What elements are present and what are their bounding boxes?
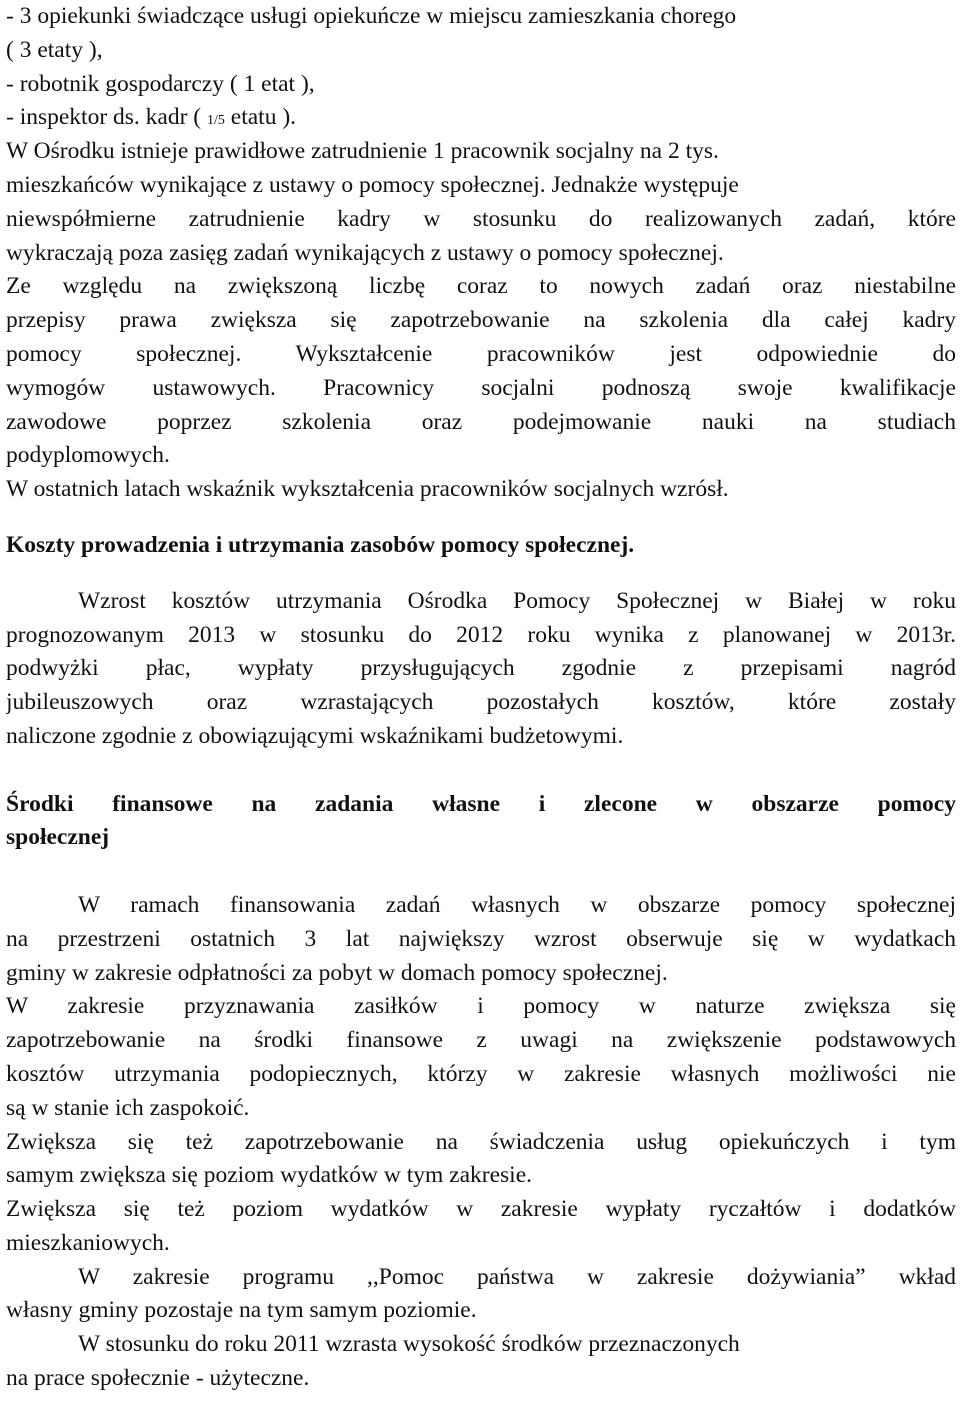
list-item-suffix: etatu ). xyxy=(224,104,297,131)
spacer xyxy=(6,855,956,889)
text-line: pomocy społecznej. Wykształcenie pracowników jest odpowiednie do xyxy=(6,340,956,367)
text-line: własny gminy pozostaje na tym samym poziomie. xyxy=(6,1297,477,1324)
text-line: podwyżki płac, wypłaty przysługujących zgodnie z przepisami nagród xyxy=(6,655,956,682)
text-line: gminy w zakresie odpłatności za pobyt w domach pomocy społecznej. xyxy=(6,959,668,986)
text-line: W zakresie przyznawania zasiłków i pomocy w naturze zwiększa się xyxy=(6,993,956,1020)
text-line: Ze względu na zwiększoną liczbę coraz to nowych zadań oraz niestabilne xyxy=(6,273,956,300)
list-item-prefix: - inspektor ds. kadr ( xyxy=(6,104,208,131)
list-item xyxy=(6,101,956,135)
text-line: W zakresie programu ,,Pomoc państwa w zakresie dożywiania” wkład xyxy=(78,1263,956,1290)
text-line: Zwiększa się też zapotrzebowanie na świadczenia usług opiekuńczych i tym xyxy=(6,1128,956,1155)
text-line: prognozowanym 2013 w stosunku do 2012 roku wynika z planowanej w 2013r. xyxy=(6,621,956,648)
text-line: wymogów ustawowych. Pracownicy socjalni podnoszą swoje kwalifikacje xyxy=(6,374,956,401)
text-line: kosztów utrzymania podopiecznych, którzy w zakresie własnych możliwości nie xyxy=(6,1060,956,1087)
text-line: wykraczają poza zasięg zadań wynikających z ustawy o pomocy społecznej. xyxy=(6,239,724,266)
spacer xyxy=(6,563,956,585)
text-line: zapotrzebowanie na środki finansowe z uwagi na zwiększenie podstawowych xyxy=(6,1027,956,1054)
paragraph-staffing xyxy=(6,135,956,507)
fraction: 1/5 xyxy=(207,113,225,129)
text-line: niewspółmierne zatrudnienie kadry w stosunku do realizowanych zadań, które xyxy=(6,205,956,232)
list-item: - robotnik gospodarczy ( 1 etat ), xyxy=(6,70,315,97)
section-heading-funds xyxy=(6,788,956,856)
text-line: Zwiększa się też poziom wydatków w zakresie wypłaty ryczałtów i dodatków xyxy=(6,1196,956,1223)
text-line: mieszkaniowych. xyxy=(6,1229,170,1256)
list-item: - 3 opiekunki świadczące usługi opiekuńcze w miejscu zamieszkania chorego xyxy=(6,3,737,29)
section-heading: Koszty prowadzenia i utrzymania zasobów pomocy społecznej. xyxy=(6,531,635,558)
section-heading: społecznej xyxy=(6,824,110,851)
text-line: jubileuszowych oraz wzrastających pozostałych kosztów, które zostały xyxy=(6,689,956,716)
text-line: W stosunku do roku 2011 wzrasta wysokość środków przeznaczonych xyxy=(78,1331,740,1358)
text-line: podyplomowych. xyxy=(6,442,170,469)
paragraph-funds xyxy=(6,889,956,1396)
spacer xyxy=(6,507,956,529)
paragraph-costs xyxy=(6,585,956,754)
document-page xyxy=(6,0,956,1396)
text-line: W ostatnich latach wskaźnik wykształcenia pracowników socjalnych wzrósł. xyxy=(6,476,729,503)
staff-list xyxy=(6,0,956,135)
text-line: W Ośrodku istnieje prawidłowe zatrudnienie 1 pracownik socjalny na 2 tys. xyxy=(6,138,719,165)
text-line: naliczone zgodnie z obowiązującymi wskaźnikami budżetowymi. xyxy=(6,722,624,749)
section-heading: Środki finansowe na zadania własne i zlecone w obszarze pomocy xyxy=(6,790,956,817)
text-line: mieszkańców wynikające z ustawy o pomocy społecznej. Jednakże występuje xyxy=(6,171,739,198)
spacer xyxy=(6,754,956,788)
text-line: są w stanie ich zaspokoić. xyxy=(6,1094,250,1121)
text-line: samym zwiększa się poziom wydatków w tym zakresie. xyxy=(6,1162,532,1189)
text-line: zawodowe poprzez szkolenia oraz podejmowanie nauki na studiach xyxy=(6,408,956,435)
text-line: Wzrost kosztów utrzymania Ośrodka Pomocy Społecznej w Białej w roku xyxy=(78,587,956,614)
text-line: W ramach finansowania zadań własnych w obszarze pomocy społecznej xyxy=(78,891,956,918)
text-line: na przestrzeni ostatnich 3 lat największy wzrost obserwuje się w wydatkach xyxy=(6,925,956,952)
list-item: ( 3 etaty ), xyxy=(6,36,103,63)
text-line: na prace społecznie - użyteczne. xyxy=(6,1365,310,1392)
text-line: przepisy prawa zwiększa się zapotrzebowanie na szkolenia dla całej kadry xyxy=(6,307,956,334)
